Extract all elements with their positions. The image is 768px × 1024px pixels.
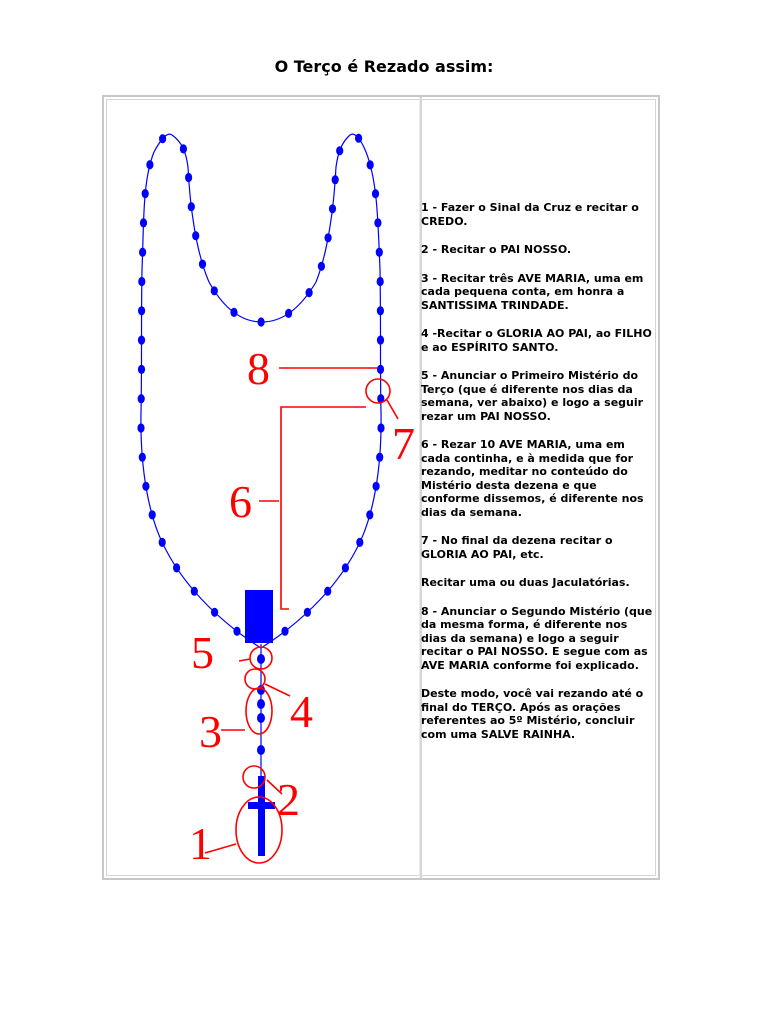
page-title: O Terço é Rezado assim: (274, 57, 494, 76)
rosary-bead (281, 627, 288, 636)
rosary-bead (233, 627, 240, 636)
rosary-bead (149, 510, 156, 519)
rosary-bead (180, 144, 187, 153)
rosary-bead (139, 248, 146, 257)
step-item: 3 - Recitar três AVE MARIA, uma em cada pequena conta, em honra a SANTISSIMA TRINDADE. (421, 271, 644, 312)
rosary-bead (191, 587, 198, 596)
step-item: Recitar uma ou duas Jaculatórias. (421, 576, 630, 589)
rosary-bead (285, 309, 292, 318)
rosary-bead (140, 218, 147, 227)
rosary-bead (367, 160, 374, 169)
rosary-bead (138, 336, 145, 345)
marker-7: 7 (392, 418, 415, 469)
rosary-medal (245, 590, 273, 643)
step-item: 5 - Anunciar o Primeiro Mistério do Terço (que é diferente nos dias da semana, ver abaixo) e logo a seguir rezar um PAI NOSSO. (421, 369, 644, 423)
rosary-bead (372, 189, 379, 198)
rosary-bead (342, 563, 349, 572)
rosary-bead (159, 134, 166, 143)
rosary-bead (188, 202, 195, 211)
rosary-bead (185, 173, 192, 182)
rosary-bead (325, 233, 332, 242)
rosary-bead (258, 317, 265, 326)
step-item: 7 - No final da dezena recitar o GLORIA AO PAI, etc. (421, 534, 613, 561)
rosary-bead (138, 306, 145, 315)
step-item: 4 -Recitar o GLORIA AO PAI, ao FILHO e ao ESPÍRITO SANTO. (421, 327, 652, 354)
marker-4: 4 (290, 686, 313, 737)
annotations (205, 368, 398, 863)
rosary-bead (377, 306, 384, 315)
rosary-bead (376, 453, 383, 462)
rosary-bead (356, 538, 363, 547)
rosary-bead (355, 134, 362, 143)
rosary-bead (373, 482, 380, 491)
rosary-bead (139, 453, 146, 462)
rosary-bead (142, 189, 149, 198)
marker-3: 3 (199, 706, 222, 757)
rosary-bead (377, 277, 384, 286)
step-item: Deste modo, você vai rezando até o final do TERÇO. Após as orações referentes ao 5º Mistério, concluir com uma SALVE RAINHA. (421, 687, 644, 741)
rosary-bead (324, 587, 331, 596)
step-item: 6 - Rezar 10 AVE MARIA, uma em cada continha, e à medida que for rezando, meditar no conteúdo do Mistério desta dezena e que conforme dissemos, é diferente nos dias da semana. (421, 438, 644, 519)
step-item: 1 - Fazer o Sinal da Cruz e recitar o CREDO. (421, 201, 639, 228)
rosary-bead (211, 286, 218, 295)
rosary-bead (304, 608, 311, 617)
instructions-list (421, 201, 653, 756)
marker-2: 2 (277, 774, 300, 825)
rosary-bead (377, 365, 384, 374)
marker-6: 6 (229, 476, 252, 527)
rosary-bead (211, 608, 218, 617)
rosary-bead (376, 248, 383, 257)
rosary-bead (142, 482, 149, 491)
marker-1: 1 (189, 818, 212, 869)
rosary-bead (138, 394, 145, 403)
rosary-bead (159, 538, 166, 547)
rosary-bead (192, 231, 199, 240)
rosary-bead (366, 510, 373, 519)
rosary-bead (332, 175, 339, 184)
rosary-bead (137, 423, 144, 432)
rosary-bead (329, 204, 336, 213)
rosary-bead (318, 262, 325, 271)
rosary-bead (336, 146, 343, 155)
rosary-bead (306, 288, 313, 297)
rosary-figure (104, 97, 419, 878)
rosary-figure-cell (104, 97, 419, 878)
rosary-bead (138, 277, 145, 286)
rosary-bead (138, 365, 145, 374)
rosary-bead (199, 260, 206, 269)
rosary-bead (377, 423, 384, 432)
marker-5: 5 (191, 627, 214, 678)
rosary-bead (173, 563, 180, 572)
rosary-bead (374, 218, 381, 227)
rosary-bead (146, 160, 153, 169)
marker-8: 8 (247, 343, 270, 394)
step-item: 8 - Anunciar o Segundo Mistério (que da mesma forma, é diferente nos dias da semana) e logo a seguir recitar o PAI NOSSO. E segue com as AVE MARIA conforme foi explicado. (421, 604, 653, 672)
step-item: 2 - Recitar o PAI NOSSO. (421, 243, 572, 256)
content-table (102, 95, 660, 880)
rosary-bead (377, 336, 384, 345)
rosary-bead (230, 308, 237, 317)
